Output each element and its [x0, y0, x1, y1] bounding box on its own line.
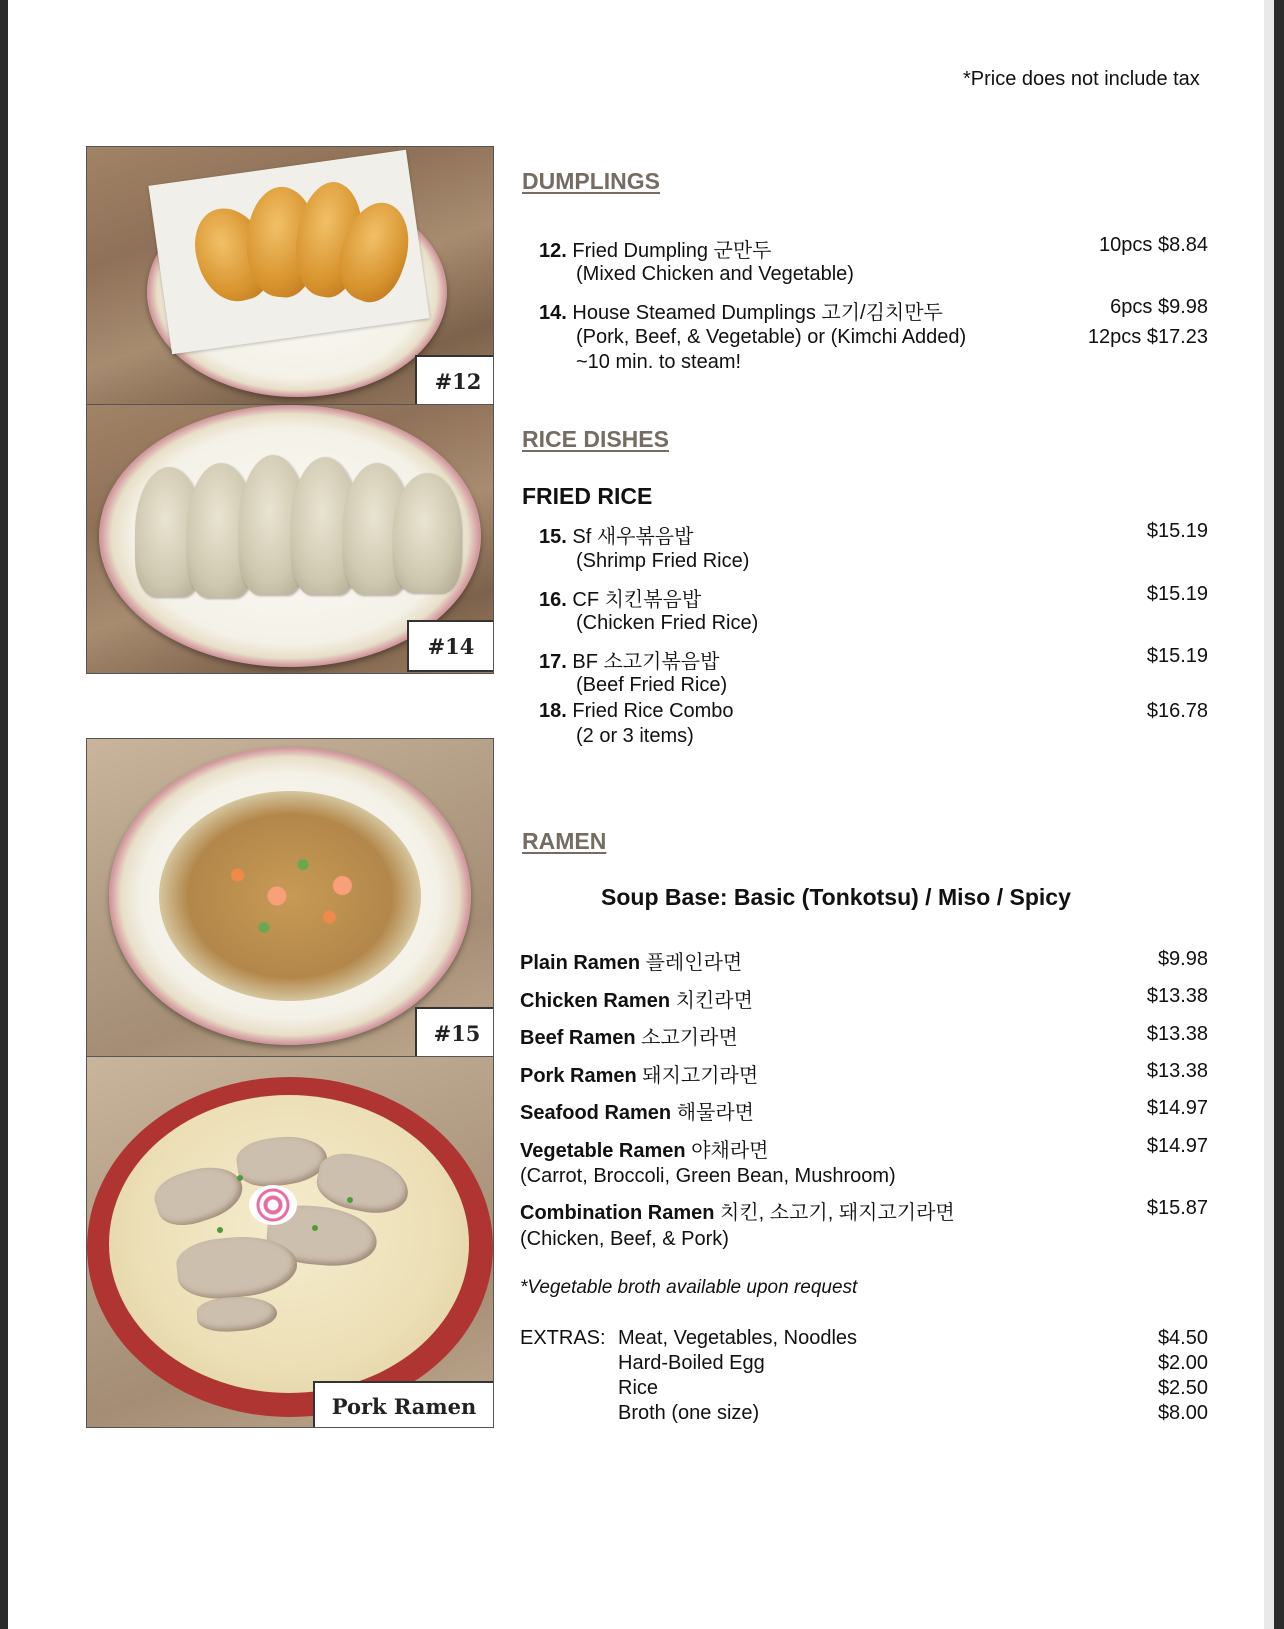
menu-item-15-desc: (Shrimp Fried Rice)	[576, 550, 750, 572]
tax-note: *Price does not include tax	[963, 68, 1200, 90]
fried-rice-subheading: FRIED RICE	[522, 483, 653, 509]
ramen-item-combination-desc: (Chicken, Beef, & Pork)	[520, 1228, 729, 1250]
extra-item-rice-price: $2.50	[1157, 1377, 1208, 1399]
ramen-item-chicken-price: $13.38	[1146, 985, 1208, 1007]
menu-item-14-desc: (Pork, Beef, & Vegetable) or (Kimchi Added)	[576, 326, 967, 348]
menu-item-16: 16. CF 치킨볶음밥	[539, 589, 702, 611]
ramen-item-combination: Combination Ramen 치킨, 소고기, 돼지고기라면	[520, 1202, 955, 1224]
photo-label-15: #15	[415, 1007, 494, 1058]
ramen-item-seafood-price: $14.97	[1146, 1097, 1208, 1119]
menu-item-14-price-12: 12pcs $17.23	[1087, 326, 1208, 348]
pork-ramen-photo	[86, 1056, 494, 1428]
extra-item-broth: Broth (one size)	[618, 1402, 760, 1424]
menu-item-17: 17. BF 소고기볶음밥	[539, 651, 720, 673]
soup-base: Soup Base: Basic (Tonkotsu) / Miso / Spicy	[601, 884, 1071, 910]
menu-item-18-desc: (2 or 3 items)	[576, 725, 694, 747]
extra-item-egg-price: $2.00	[1157, 1352, 1208, 1374]
extra-item-meat-price: $4.50	[1157, 1327, 1208, 1349]
extra-item-egg: Hard-Boiled Egg	[618, 1352, 765, 1374]
extras-label: EXTRAS:	[520, 1327, 606, 1349]
ramen-item-chicken: Chicken Ramen 치킨라면	[520, 990, 753, 1012]
menu-item-12-desc: (Mixed Chicken and Vegetable)	[576, 263, 854, 285]
fried-rice-photo	[86, 738, 494, 1058]
page-edge	[1264, 0, 1274, 1629]
extra-item-meat: Meat, Vegetables, Noodles	[618, 1327, 858, 1349]
photo-label-12: #12	[415, 355, 494, 406]
photo-label-pork-ramen: Pork Ramen	[313, 1381, 494, 1428]
extra-item-broth-price: $8.00	[1157, 1402, 1208, 1424]
steamed-dumpling-photo	[86, 404, 494, 674]
menu-item-12-price: 10pcs $8.84	[1099, 234, 1208, 256]
menu-item-14-note: ~10 min. to steam!	[576, 351, 742, 373]
ramen-item-beef-price: $13.38	[1146, 1023, 1208, 1045]
menu-item-16-price: $15.19	[1146, 583, 1208, 605]
menu-item-16-desc: (Chicken Fried Rice)	[576, 612, 759, 634]
ramen-item-combination-price: $15.87	[1146, 1197, 1208, 1219]
menu-item-14: 14. House Steamed Dumplings 고기/김치만두	[539, 302, 943, 324]
fried-dumpling-photo	[86, 146, 494, 406]
menu-item-15-price: $15.19	[1146, 520, 1208, 542]
ramen-item-vegetable: Vegetable Ramen 야채라면	[520, 1140, 769, 1162]
menu-item-15: 15. Sf 새우볶음밥	[539, 526, 694, 548]
menu-item-17-price: $15.19	[1146, 645, 1208, 667]
menu-item-12: 12. Fried Dumpling 군만두	[539, 240, 772, 262]
ramen-item-plain: Plain Ramen 플레인라면	[520, 952, 743, 974]
ramen-item-vegetable-desc: (Carrot, Broccoli, Green Bean, Mushroom)	[520, 1165, 896, 1187]
photo-label-14: #14	[407, 620, 494, 672]
menu-item-14-price-6: 6pcs $9.98	[1110, 296, 1208, 318]
menu-item-17-desc: (Beef Fried Rice)	[576, 674, 728, 696]
ramen-item-beef: Beef Ramen 소고기라면	[520, 1027, 738, 1049]
ramen-item-vegetable-price: $14.97	[1146, 1135, 1208, 1157]
extra-item-rice: Rice	[618, 1377, 659, 1399]
vegetable-broth-note: *Vegetable broth available upon request	[520, 1277, 858, 1298]
ramen-item-pork-price: $13.38	[1146, 1060, 1208, 1082]
menu-page	[8, 0, 1274, 1629]
menu-item-18-price: $16.78	[1146, 700, 1208, 722]
ramen-item-pork: Pork Ramen 돼지고기라면	[520, 1065, 759, 1087]
dumplings-heading: DUMPLINGS	[522, 168, 660, 194]
ramen-item-seafood: Seafood Ramen 해물라면	[520, 1102, 754, 1124]
rice-dishes-heading: RICE DISHES	[522, 426, 669, 452]
menu-item-18: 18. Fried Rice Combo	[539, 700, 734, 722]
ramen-heading: RAMEN	[522, 828, 607, 854]
ramen-item-plain-price: $9.98	[1157, 948, 1208, 970]
